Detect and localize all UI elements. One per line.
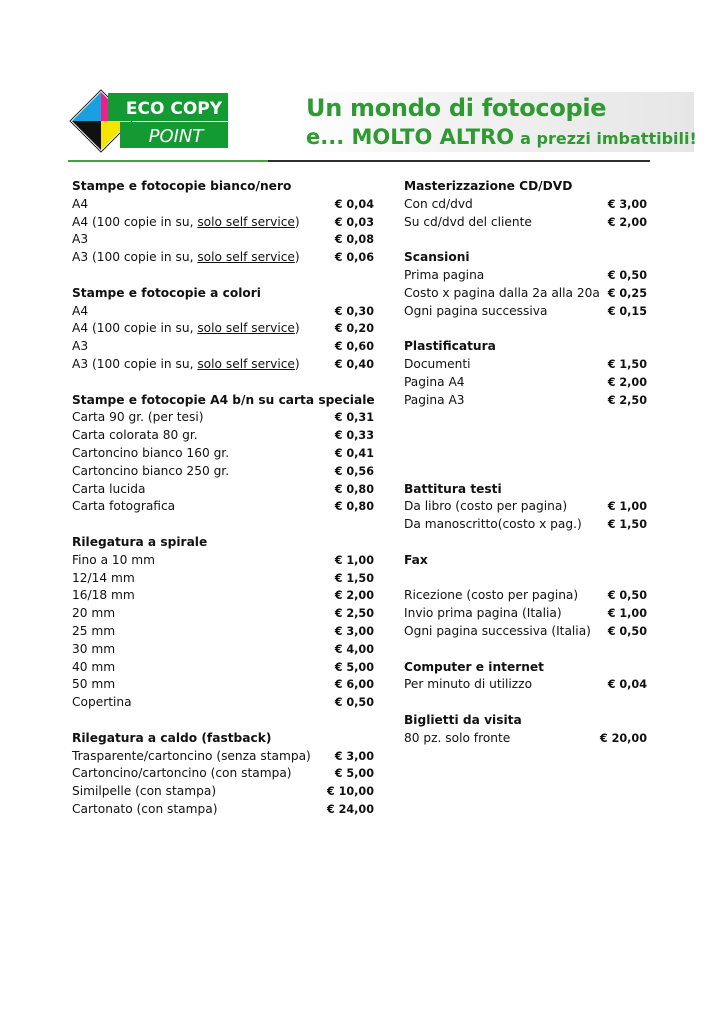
item-price: € 0,50	[607, 268, 647, 282]
price-row	[72, 356, 374, 374]
item-price: € 0,04	[607, 678, 647, 692]
item-price: € 0,03	[334, 215, 374, 229]
item-price: € 4,00	[334, 642, 374, 656]
item-label	[404, 356, 471, 374]
item-price: € 0,60	[334, 340, 374, 354]
price-row	[72, 694, 374, 712]
item-label	[404, 303, 547, 321]
item-price: € 3,00	[607, 197, 647, 211]
item-label	[404, 214, 532, 232]
item-underlined-note: solo self service	[197, 321, 295, 336]
item-label	[72, 196, 88, 214]
item-label	[72, 623, 115, 641]
price-row	[404, 285, 647, 303]
section-title: Rilegatura a spirale	[72, 534, 208, 549]
item-text: Documenti	[404, 356, 471, 371]
item-label	[72, 694, 132, 712]
price-row	[404, 730, 647, 748]
item-price: € 1,00	[607, 607, 647, 621]
price-row	[72, 587, 374, 605]
item-price: € 2,00	[334, 589, 374, 603]
price-row	[72, 463, 374, 481]
price-column-right	[404, 178, 647, 765]
price-row	[72, 748, 374, 766]
item-price: € 0,50	[607, 624, 647, 638]
item-text: Similpelle (con stampa)	[72, 784, 217, 799]
item-text: A3	[72, 232, 89, 247]
item-label	[404, 374, 465, 392]
price-row	[72, 427, 374, 445]
price-section	[404, 481, 647, 534]
price-row	[72, 552, 374, 570]
item-price: € 3,00	[334, 624, 374, 638]
item-text-suffix: )	[294, 356, 300, 371]
item-price: € 2,50	[334, 607, 374, 621]
item-label	[404, 267, 484, 285]
item-label	[72, 445, 229, 463]
price-row	[72, 570, 374, 588]
item-price: € 0,50	[334, 696, 374, 710]
item-price: € 0,15	[607, 304, 647, 318]
item-label	[72, 231, 88, 249]
item-text: Ricezione (costo per pagina)	[404, 588, 579, 603]
item-price: € 2,00	[607, 215, 647, 229]
item-text: Carta 90 gr. (per tesi)	[72, 410, 204, 425]
price-row	[72, 641, 374, 659]
item-text: Carta lucida	[72, 481, 146, 496]
item-text: 20 mm	[72, 606, 116, 621]
item-price: € 3,00	[334, 749, 374, 763]
item-text: Per minuto di utilizzo	[404, 677, 533, 692]
page-header	[68, 88, 697, 166]
tagline-emphasis: e... MOLTO ALTRO	[306, 125, 515, 149]
price-section	[72, 534, 374, 712]
price-row	[404, 498, 647, 516]
price-row	[404, 267, 647, 285]
item-price: € 1,00	[607, 500, 647, 514]
section-title: Stampe e fotocopie a colori	[72, 285, 261, 300]
item-price: € 0,33	[334, 429, 374, 443]
item-price: € 0,40	[334, 357, 374, 371]
price-section	[404, 659, 647, 695]
item-price: € 1,50	[607, 518, 647, 532]
item-label	[404, 623, 591, 641]
item-text: A4	[72, 303, 89, 318]
price-row	[72, 303, 374, 321]
price-row	[404, 356, 647, 374]
price-section	[72, 285, 374, 374]
item-price: € 0,80	[334, 482, 374, 496]
item-text: A4 (100 copie in su,	[72, 321, 198, 336]
item-label	[72, 320, 300, 338]
price-row	[72, 409, 374, 427]
price-row	[404, 214, 647, 232]
price-row	[72, 231, 374, 249]
item-label	[404, 587, 578, 605]
item-label	[72, 765, 292, 783]
item-text: Da manoscritto(costo x pag.)	[404, 517, 582, 532]
tagline-line-1: Un mondo di fotocopie	[306, 94, 607, 122]
item-label	[404, 196, 473, 214]
item-text: Ogni pagina successiva	[404, 303, 548, 318]
price-row	[72, 338, 374, 356]
item-label	[404, 285, 600, 303]
item-label	[72, 463, 229, 481]
item-price: € 2,00	[607, 375, 647, 389]
item-text: Da libro (costo per pagina)	[404, 499, 568, 514]
item-text: Ogni pagina successiva (Italia)	[404, 623, 591, 638]
price-row	[404, 676, 647, 694]
item-label	[72, 409, 204, 427]
item-label	[72, 783, 216, 801]
price-row	[72, 498, 374, 516]
item-text: 50 mm	[72, 677, 116, 692]
item-label	[72, 570, 135, 588]
price-row	[72, 783, 374, 801]
item-text: 80 pz. solo fronte	[404, 730, 511, 745]
price-row	[72, 445, 374, 463]
section-title: Scansioni	[404, 250, 470, 265]
price-row	[404, 303, 647, 321]
item-price: € 0,80	[334, 500, 374, 514]
section-title: Fax	[404, 552, 428, 567]
item-underlined-note: solo self service	[197, 250, 295, 265]
section-title: Stampe e fotocopie bianco/nero	[72, 179, 292, 193]
tagline-line-2	[306, 125, 697, 149]
item-text: Copertina	[72, 695, 132, 710]
item-text: Trasparente/cartoncino (senza stampa)	[72, 748, 311, 763]
price-row	[404, 374, 647, 392]
price-row	[72, 196, 374, 214]
item-price: € 24,00	[326, 802, 374, 816]
price-section	[72, 178, 374, 267]
price-row	[72, 605, 374, 623]
price-column-left	[72, 178, 374, 836]
item-label	[72, 659, 115, 677]
item-price: € 0,08	[334, 233, 374, 247]
item-text: 12/14 mm	[72, 570, 135, 585]
price-section	[404, 552, 647, 641]
price-section	[404, 712, 647, 748]
price-row	[404, 196, 647, 214]
item-price: € 5,00	[334, 660, 374, 674]
price-section	[404, 178, 647, 231]
price-row	[72, 249, 374, 267]
price-section	[72, 392, 374, 517]
item-label	[72, 587, 135, 605]
section-title: Stampe e fotocopie A4 b/n su carta speciale	[72, 392, 375, 407]
item-label	[72, 552, 155, 570]
item-price: € 0,04	[334, 197, 374, 211]
item-text: Prima pagina	[404, 267, 485, 282]
item-price: € 5,00	[334, 767, 374, 781]
price-row	[404, 516, 647, 534]
item-text: Invio prima pagina (Italia)	[404, 606, 562, 621]
item-underlined-note: solo self service	[197, 356, 295, 371]
item-label	[404, 730, 510, 748]
item-label	[72, 801, 217, 819]
item-text: Fino a 10 mm	[72, 552, 156, 567]
item-label	[72, 303, 88, 321]
item-text-suffix: )	[294, 321, 300, 336]
item-price: € 10,00	[326, 785, 374, 799]
section-title: Plastificatura	[404, 339, 496, 354]
item-label	[72, 641, 115, 659]
item-text: A4 (100 copie in su,	[72, 214, 198, 229]
item-label	[72, 249, 300, 267]
item-text: A3	[72, 339, 89, 354]
price-row	[72, 659, 374, 677]
price-row	[72, 765, 374, 783]
item-underlined-note: solo self service	[197, 214, 295, 229]
price-section	[404, 338, 647, 409]
item-text: Cartoncino bianco 160 gr.	[72, 445, 230, 460]
item-text: Cartoncino/cartoncino (con stampa)	[72, 766, 292, 781]
tagline-suffix: a prezzi imbattibili!	[520, 129, 697, 148]
item-text: Costo x pagina dalla 2a alla 20a	[404, 285, 600, 300]
item-text: A3 (100 copie in su,	[72, 250, 198, 265]
item-text: Pagina A4	[404, 374, 465, 389]
item-label	[72, 427, 198, 445]
item-text: Carta colorata 80 gr.	[72, 428, 198, 443]
item-price: € 0,41	[334, 446, 374, 460]
price-row	[404, 623, 647, 641]
section-title: Biglietti da visita	[404, 712, 522, 727]
section-title: Computer e internet	[404, 659, 544, 674]
item-label	[72, 481, 146, 499]
item-price: € 2,50	[607, 393, 647, 407]
item-price: € 1,00	[334, 553, 374, 567]
item-label	[404, 498, 567, 516]
item-price: € 0,56	[334, 464, 374, 478]
item-label	[404, 516, 582, 534]
item-text: 40 mm	[72, 659, 116, 674]
item-text: Con cd/dvd	[404, 196, 473, 211]
price-row	[404, 392, 647, 410]
item-label	[72, 338, 88, 356]
item-label	[72, 356, 300, 374]
item-text: Cartoncino bianco 250 gr.	[72, 463, 230, 478]
item-price: € 6,00	[334, 678, 374, 692]
item-text: 16/18 mm	[72, 588, 135, 603]
section-title: Rilegatura a caldo (fastback)	[72, 730, 272, 745]
item-text: Pagina A3	[404, 392, 465, 407]
item-price: € 0,20	[334, 322, 374, 336]
item-label	[404, 392, 465, 410]
price-row	[72, 676, 374, 694]
item-label	[72, 676, 115, 694]
price-section	[72, 730, 374, 819]
price-row	[404, 587, 647, 605]
price-row	[72, 320, 374, 338]
item-label	[72, 214, 300, 232]
section-title: Masterizzazione CD/DVD	[404, 179, 573, 193]
logo-text-bottom: POINT	[148, 126, 204, 147]
item-text: Cartonato (con stampa)	[72, 801, 218, 816]
logo-text-top: ECO COPY	[125, 99, 223, 119]
item-text: 30 mm	[72, 641, 116, 656]
item-label	[404, 605, 562, 623]
price-row	[404, 605, 647, 623]
price-row	[72, 623, 374, 641]
item-text: A4	[72, 196, 89, 211]
item-text: Su cd/dvd del cliente	[404, 214, 532, 229]
item-price: € 0,06	[334, 251, 374, 265]
price-row	[72, 214, 374, 232]
item-label	[404, 676, 532, 694]
eco-copy-point-logo	[68, 88, 298, 154]
item-price: € 0,25	[607, 286, 647, 300]
item-label	[72, 498, 175, 516]
item-text: 25 mm	[72, 623, 116, 638]
price-row	[72, 481, 374, 499]
item-label	[72, 605, 115, 623]
item-price: € 0,30	[334, 304, 374, 318]
item-text: Carta fotografica	[72, 499, 176, 514]
item-text-suffix: )	[294, 250, 300, 265]
item-price: € 20,00	[599, 731, 647, 745]
section-title: Battitura testi	[404, 481, 502, 496]
item-price: € 1,50	[334, 571, 374, 585]
item-text: A3 (100 copie in su,	[72, 356, 198, 371]
item-price: € 0,50	[607, 589, 647, 603]
price-row	[72, 801, 374, 819]
price-section	[404, 249, 647, 320]
item-price: € 1,50	[607, 357, 647, 371]
item-label	[72, 748, 311, 766]
item-price: € 0,31	[334, 411, 374, 425]
header-divider	[68, 160, 650, 162]
item-text-suffix: )	[294, 214, 300, 229]
